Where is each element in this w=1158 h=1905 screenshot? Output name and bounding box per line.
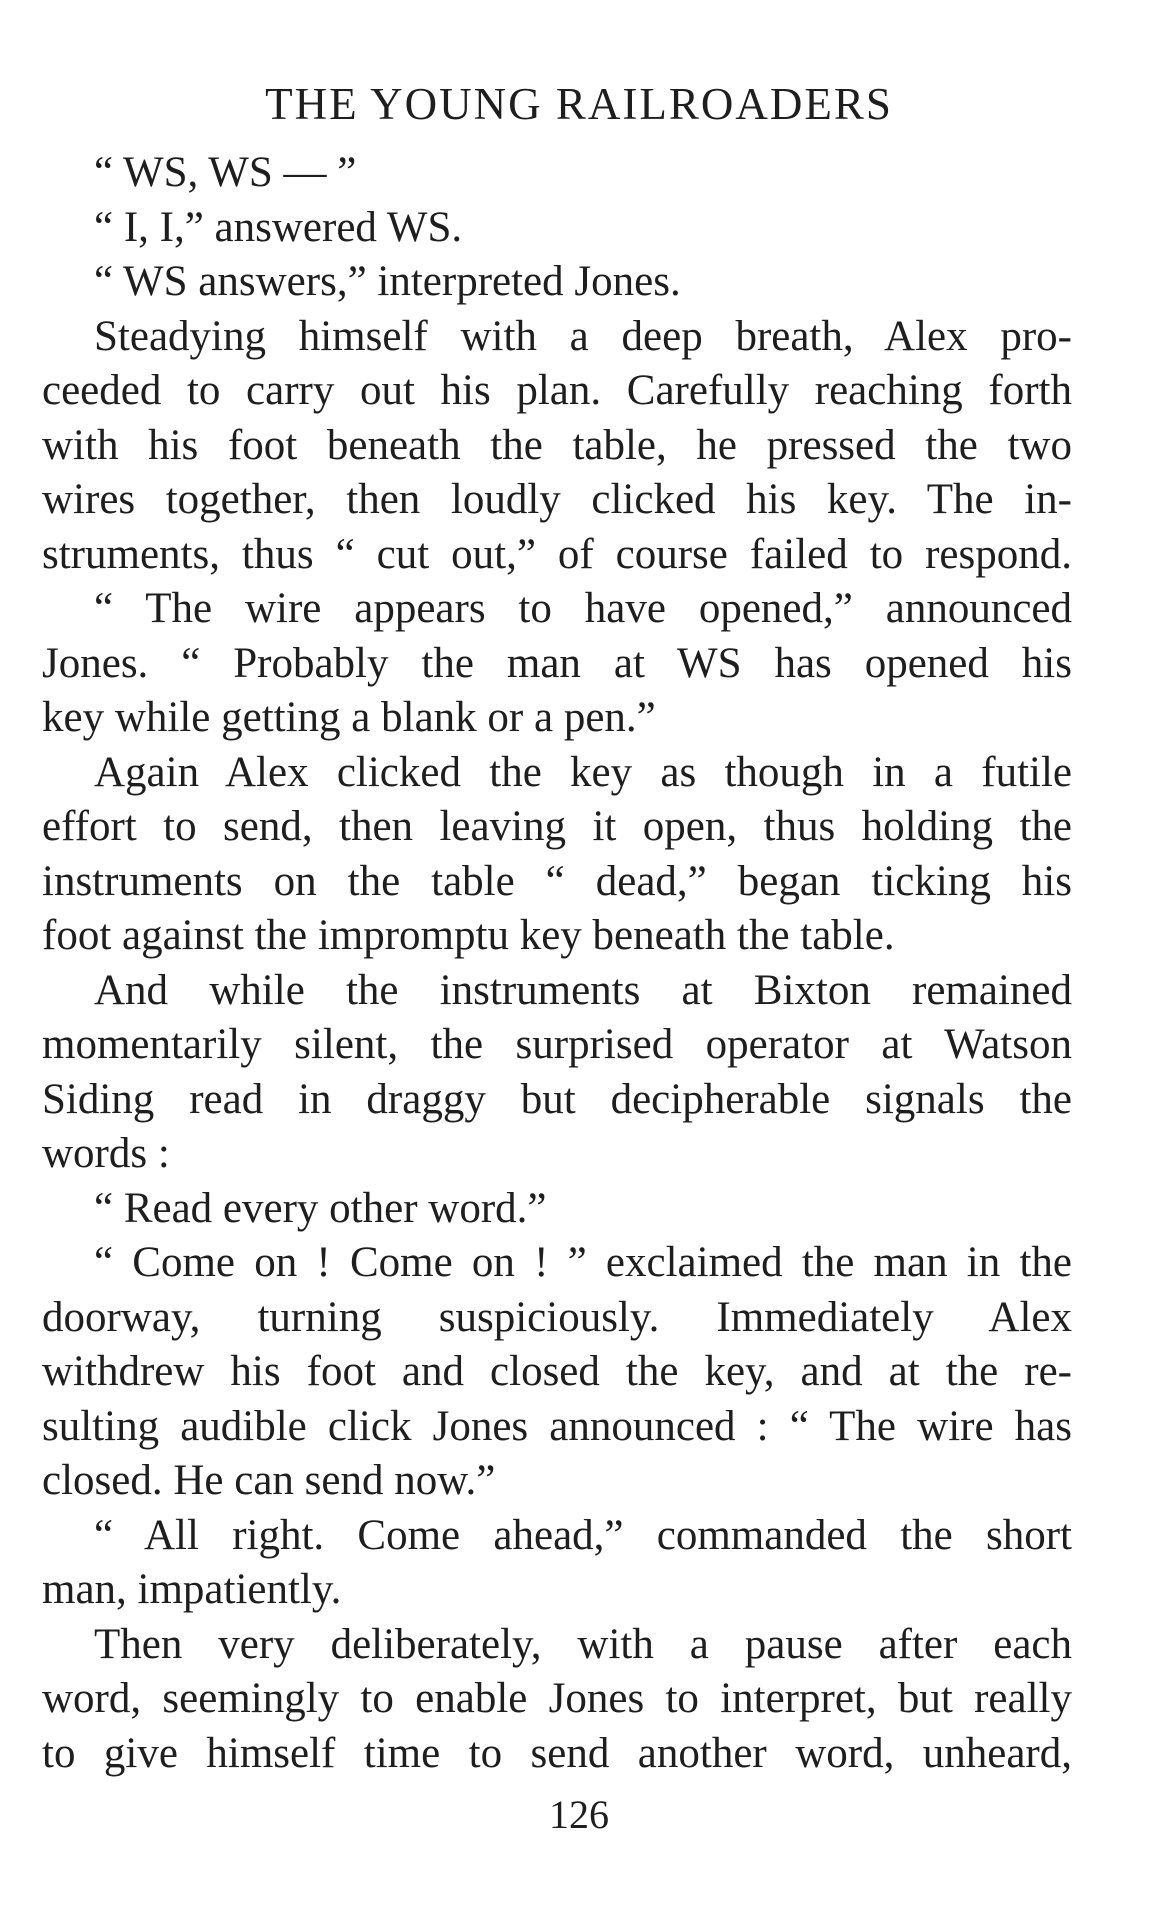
text-line: “ All right. Come ahead,” commanded the short (94, 1511, 1072, 1559)
text-line: momentarily silent, the surprised operator at Watson (42, 1021, 1072, 1068)
text-line: Jones. “ Probably the man at WS has opened his (42, 639, 1072, 687)
body-text (42, 146, 1072, 1781)
text-line: words : (42, 1130, 170, 1177)
text-line: foot against the impromptu key beneath the table. (42, 912, 895, 959)
text-line: Siding read in draggy but decipherable signals the (42, 1075, 1072, 1123)
text-line: “ Come on ! Come on ! ” exclaimed the man in the (94, 1239, 1072, 1286)
text-line: doorway, turning suspiciously. Immediately Alex (42, 1293, 1072, 1341)
text-line: “ WS, WS — ” (94, 149, 357, 196)
text-line: closed. He can send now.” (42, 1457, 496, 1504)
text-line: key while getting a blank or a pen.” (42, 694, 656, 741)
text-line: ceeded to carry out his plan. Carefully reaching forth (42, 367, 1072, 414)
text-line: instruments on the table “ dead,” began ticking his (42, 857, 1072, 905)
text-line: withdrew his foot and closed the key, and at the re- (42, 1348, 1072, 1395)
text-line: Steadying himself with a deep breath, Alex pro- (94, 312, 1072, 360)
text-line: “ The wire appears to have opened,” announced (94, 585, 1072, 632)
text-line: wires together, then loudly clicked his key. The in- (42, 476, 1072, 523)
text-line: “ Read every other word.” (94, 1184, 547, 1232)
text-line: with his foot beneath the table, he pressed the two (42, 421, 1072, 469)
page-number: 126 (549, 1792, 609, 1837)
text-line: man, impatiently. (42, 1566, 342, 1613)
text-line: And while the instruments at Bixton remained (94, 966, 1072, 1014)
text-line: word, seemingly to enable Jones to interpret, but really (42, 1675, 1072, 1722)
text-line: to give himself time to send another word, unheard, (42, 1729, 1072, 1777)
text-line: struments, thus “ cut out,” of course failed to respond. (42, 530, 1072, 578)
text-line: “ I, I,” answered WS. (94, 203, 463, 251)
text-line: Again Alex clicked the key as though in a futile (94, 748, 1072, 796)
text-line: effort to send, then leaving it open, thus holding the (42, 803, 1072, 850)
text-line: sulting audible click Jones announced : “ The wire has (42, 1402, 1072, 1450)
running-head: THE YOUNG RAILROADERS (265, 79, 893, 129)
text-line: Then very deliberately, with a pause after each (94, 1620, 1072, 1668)
text-line: “ WS answers,” interpreted Jones. (94, 258, 681, 305)
